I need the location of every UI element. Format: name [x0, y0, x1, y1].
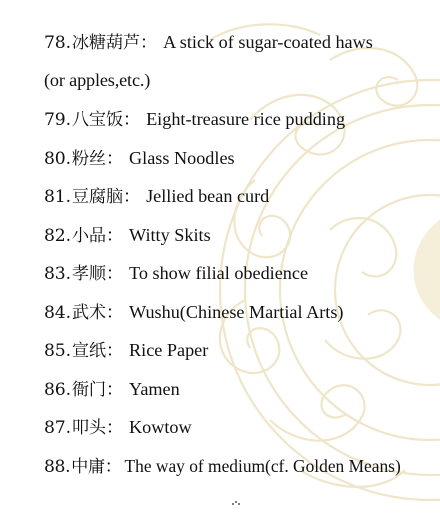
entry-number: 84.	[44, 303, 71, 323]
entry-85	[44, 339, 208, 362]
chinese-term: 孝顺	[71, 264, 106, 284]
english-translation: Witty Skits	[129, 225, 211, 245]
chinese-term: 中庸	[71, 457, 105, 477]
chinese-term: 武术	[71, 303, 106, 323]
colon-separator: ：	[105, 149, 124, 169]
entry-number: 80.	[44, 149, 71, 169]
colon-separator: ：	[123, 187, 141, 207]
colon-separator: ：	[105, 418, 124, 438]
english-translation: Wushu(Chinese Martial Arts)	[129, 302, 344, 322]
chinese-term: 宣纸	[71, 341, 106, 361]
english-translation: The way of medium(cf. Golden Means)	[124, 456, 401, 476]
entry-82	[44, 224, 211, 247]
english-translation: Yamen	[129, 379, 180, 399]
colon-separator: ：	[105, 341, 124, 361]
colon-separator: ：	[123, 110, 141, 130]
chinese-term: 小品	[71, 226, 106, 246]
entry-number: 81.	[44, 187, 71, 207]
colon-separator: ：	[104, 457, 122, 477]
english-translation: Jellied bean curd	[146, 186, 270, 206]
footer-dots	[232, 500, 240, 506]
entry-number: 85.	[44, 341, 71, 361]
colon-separator: ：	[105, 226, 124, 246]
english-translation: Eight-treasure rice pudding	[146, 109, 346, 129]
chinese-term: 冰糖葫芦	[71, 33, 141, 53]
colon-separator: ：	[105, 303, 124, 323]
entry-number: 82.	[44, 226, 71, 246]
chinese-term: 粉丝	[71, 149, 106, 169]
entry-number: 83.	[44, 264, 71, 284]
english-translation: A stick of sugar-coated haws	[163, 32, 373, 52]
entry-79	[44, 108, 345, 131]
entry-80	[44, 147, 235, 170]
entry-number: 87.	[44, 418, 71, 438]
english-translation: Glass Noodles	[129, 148, 235, 168]
entry-81	[44, 185, 269, 208]
chinese-term: 叩头	[71, 418, 106, 438]
entry-86	[44, 378, 180, 401]
chinese-term: 八宝饭	[71, 110, 124, 130]
english-translation: Rice Paper	[129, 340, 209, 360]
entry-87	[44, 416, 192, 439]
entry-number: 79.	[44, 110, 71, 130]
entry-83	[44, 262, 308, 285]
english-translation: To show filial obedience	[129, 263, 309, 283]
colon-separator: ：	[105, 380, 124, 400]
chinese-term: 衙门	[71, 380, 106, 400]
entry-78-continuation	[44, 69, 150, 91]
entry-88	[44, 455, 401, 478]
entry-number: 88.	[44, 457, 71, 477]
colon-separator: ：	[140, 33, 158, 53]
entry-84	[44, 301, 343, 324]
chinese-term: 豆腐脑	[71, 187, 124, 207]
english-translation-continued: (or apples,etc.)	[44, 70, 151, 90]
entry-number: 86.	[44, 380, 71, 400]
entry-number: 78.	[44, 33, 71, 53]
entry-78	[44, 31, 373, 54]
colon-separator: ：	[105, 264, 124, 284]
english-translation: Kowtow	[129, 417, 192, 437]
